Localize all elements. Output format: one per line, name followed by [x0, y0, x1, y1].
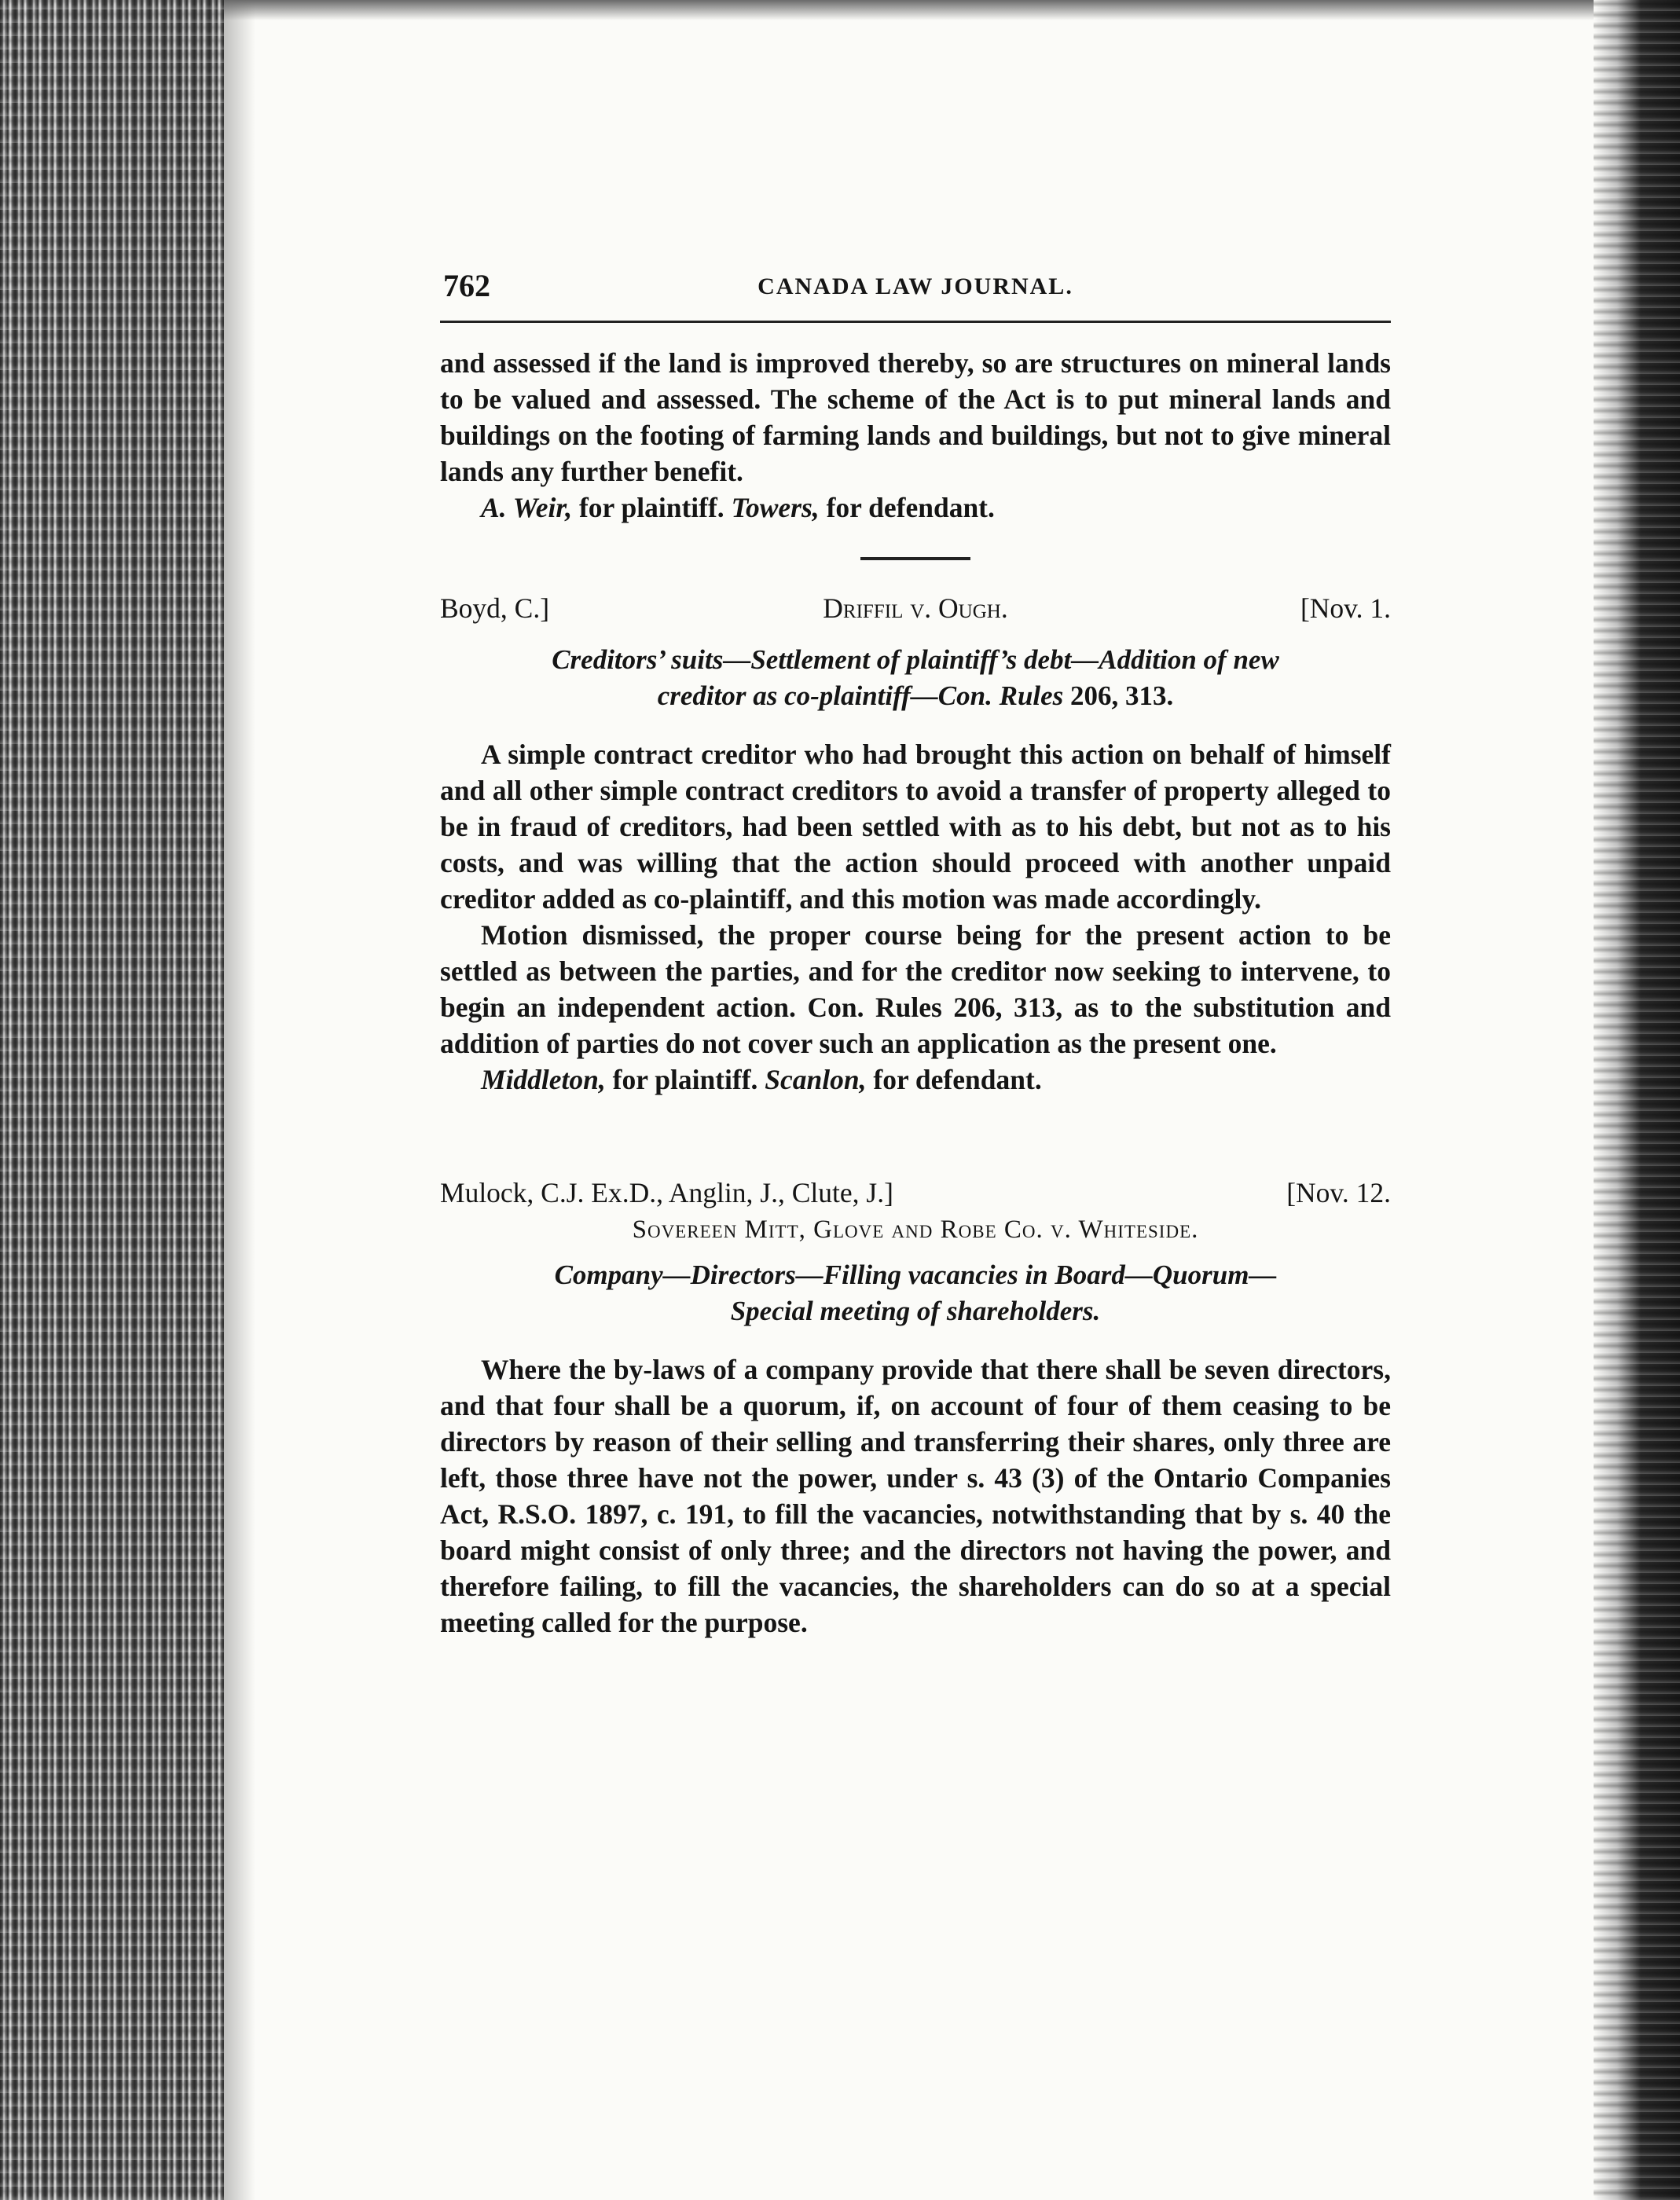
counsel-plaintiff-role: for plaintiff. [578, 492, 724, 523]
case-headnote [459, 1257, 1372, 1329]
counsel-plaintiff-name: A. Weir, [481, 492, 573, 523]
case-judge: Mulock, C.J. Ex.D., Anglin, J., Clute, J.] [440, 1177, 893, 1208]
page-number: 762 [443, 268, 490, 303]
case-headnote [459, 642, 1372, 714]
counsel-defendant-name: Scanlon, [765, 1064, 867, 1095]
counsel-plaintiff-role: for plaintiff. [612, 1064, 758, 1095]
case-date: [Nov. 12. [1286, 1177, 1391, 1208]
case-title: Driffil v. Ough. [823, 592, 1008, 624]
running-head [440, 267, 1391, 314]
headnote-italic: creditor as co-plaintiff—Con. Rules [657, 680, 1064, 711]
case-heading [440, 1176, 1391, 1214]
scan-binding-left [0, 0, 224, 2200]
case-date: [Nov. 1. [1300, 592, 1391, 624]
scan-binding-shadow [224, 0, 255, 2200]
headnote-line [459, 678, 1372, 714]
counsel-line [440, 490, 1391, 526]
case-paragraph: Where the by-laws of a company provide that there shall be seven directors, and that four shall be a quorum, if, on account of four of them ceasing to be directors by reason of their selling and transferring their shares, only three are left, those three have not the power, under s. 43 (3) of the Ontario Companies Act, R.S.O. 1897, c. 191, to fill the vacancies, notwithstanding that by s. 40 the board might consist of only three; and the directors not having the power, and therefore failing, to fill the vacancies, the shareholders can do so at a special meeting called for the purpose. [440, 1354, 1391, 1638]
headnote-line: Special meeting of shareholders. [730, 1296, 1101, 1326]
case-title: Sovereen Mitt, Glove and Robe Co. v. Whiteside. [632, 1216, 1199, 1244]
case-paragraph: Motion dismissed, the proper course being for the present action to be settled as between the parties, and for the creditor now seeking to intervene, to begin an independent action. Con. Rules 206, 313, as to the substitution and addition of parties do not cover such an application as the present one. [440, 919, 1391, 1059]
section-divider [860, 557, 970, 560]
section-gap [440, 1098, 1391, 1170]
journal-page [440, 267, 1391, 1641]
journal-title: CANADA LAW JOURNAL. [757, 273, 1073, 299]
continued-paragraph: and assessed if the land is improved thereby, so are structures on mineral lands to be valued and assessed. The scheme of the Act is to put mineral lands and buildings on the footing of farming lands and buildings, but not to give mineral lands any further benefit. [440, 347, 1391, 487]
headnote-line: Creditors’ suits—Settlement of plaintiff’s debt—Addition of new [552, 644, 1279, 675]
case-judge: Boyd, C.] [440, 592, 550, 624]
counsel-defendant-role: for defendant. [873, 1064, 1042, 1095]
counsel-line [440, 1062, 1391, 1098]
counsel-defendant-role: for defendant. [826, 492, 995, 523]
counsel-plaintiff-name: Middleton, [481, 1064, 606, 1095]
scan-binding-right [1594, 0, 1680, 2200]
headnote-rule-numbers: 206, 313. [1070, 680, 1174, 711]
counsel-defendant-name: Towers, [731, 492, 820, 523]
header-rule [440, 321, 1391, 323]
case-heading [440, 592, 1391, 629]
scan-top-edge [224, 0, 1594, 20]
case-paragraph: A simple contract creditor who had brought this action on behalf of himself and all other simple contract creditors to avoid a transfer of property alleged to be in fraud of creditors, had been settled with as to his debt, but not as to his costs, and was willing that the action should proceed with another unpaid creditor added as co-plaintiff, and this motion was made accordingly. [440, 739, 1391, 915]
headnote-line: Company—Directors—Filling vacancies in Board—Quorum— [554, 1260, 1277, 1290]
